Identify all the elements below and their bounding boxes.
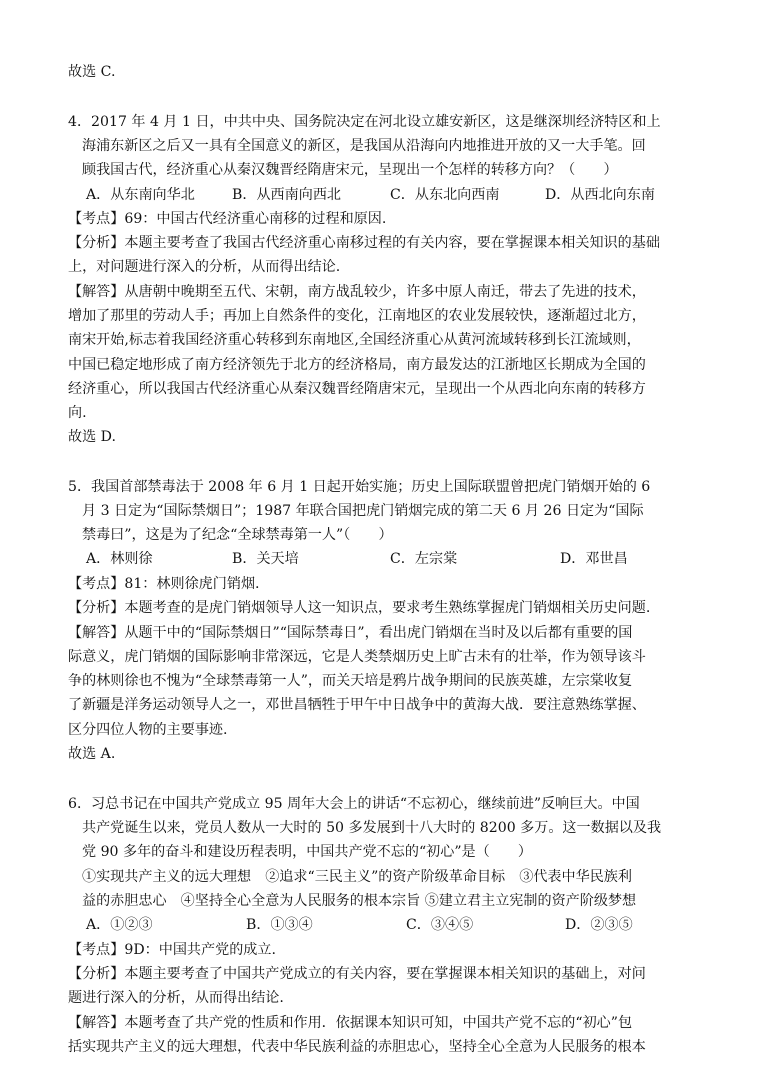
q5-option-d: D．邓世昌 xyxy=(560,551,628,567)
q4-fenxi-line: 上，对问题进行深入的分析，从而得出结论. xyxy=(68,259,341,275)
q5-jieda-line: 了新疆是洋务运动领导人之一，邓世昌牺牲于甲午中日战争中的黄海大战．要注意熟练掌握、 xyxy=(68,697,646,713)
q5-jieda-line: 际意义，虎门销烟的国际影响非常深远，它是人类禁烟历史上旷古未有的壮举，作为领导该斗 xyxy=(68,649,646,665)
q6-kaodian: 【考点】9D：中国共产党的成立. xyxy=(68,942,276,958)
q4-jieda-line: 南宋开始,标志着我国经济重心转移到东南地区,全国经济重心从黄河流域转移到长江流域则， xyxy=(68,332,641,348)
q4-jieda-line: 增加了那里的劳动人手；再加上自然条件的变化，江南地区的农业发展较快，逐渐超过北方， xyxy=(68,308,646,324)
q4-option-a: A．从东南向华北 xyxy=(86,187,195,203)
q6-fenxi-line: 题进行深入的分析，从而得出结论. xyxy=(68,990,284,1006)
q6-jieda-line: 括实现共产主义的远大理想，代表中华民族利益的赤胆忠心，坚持全心全意为人民服务的根本 xyxy=(68,1039,646,1055)
q4-option-d: D．从西北向东南 xyxy=(545,187,655,203)
q4-jieda-line: 中国已稳定地形成了南方经济领先于北方的经济格局，南方最发达的江浙地区长期成为全国的 xyxy=(68,357,646,373)
q4-jieda-line: 【解答】从唐朝中晚期至五代、宋朝，南方战乱较少，许多中原人南迁，带去了先进的技术， xyxy=(68,284,646,300)
q4-conclusion: 故选 D. xyxy=(68,429,116,445)
q5-stem-line: 5．我国首部禁毒法于 2008 年 6 月 1 日起开始实施；历史上国际联盟曾把虎门销烟开始的 6 xyxy=(68,479,651,495)
q6-item-line: 益的赤胆忠心 ④坚持全心全意为人民服务的根本宗旨 ⑤建立君主立宪制的资产阶级梦想 xyxy=(82,893,637,909)
q6-option-d: D．②③⑤ xyxy=(565,917,633,933)
q5-stem-line: 禁毒曰”，这是为了纪念“全球禁毒第一人”（ ） xyxy=(82,527,393,543)
q5-option-c: C．左宗棠 xyxy=(390,551,458,567)
q6-stem-line: 共产党诞生以来，党员人数从一大时的 50 多发展到十八大时的 8200 多万。这一数据以及我 xyxy=(82,820,662,836)
q5-jieda-line: 【解答】从题干中的“国际禁烟日”“国际禁毒日”，看出虎门销烟在当时及以后都有重要的国 xyxy=(68,625,633,641)
q6-fenxi-line: 【分析】本题主要考查了中国共产党成立的有关内容，要在掌握课本相关知识的基础上，对问 xyxy=(68,966,646,982)
q5-kaodian: 【考点】81：林则徐虎门销烟. xyxy=(68,576,260,592)
q4-stem-line: 海浦东新区之后又一具有全国意义的新区，是我国从沿海向内地推进开放的又一大手笔。回 xyxy=(82,138,646,154)
q6-option-a: A．①②③ xyxy=(86,917,153,933)
q5-stem-line: 月 3 日定为“国际禁烟日”；1987 年联合国把虎门销烟完成的第二天 6 月 26 日定为“国际 xyxy=(82,503,644,519)
q6-jieda-line: 【解答】本题考查了共产党的性质和作用．依据课本知识可知，中国共产党不忘的“初心”包 xyxy=(68,1015,633,1031)
q5-jieda-line: 区分四位人物的主要事迹. xyxy=(68,722,228,738)
q6-item-line: ①实现共产主义的远大理想 ②追求“三民主义”的资产阶级革命目标 ③代表中华民族利 xyxy=(82,869,632,885)
q5-fenxi-line: 【分析】本题考查的是虎门销烟领导人这一知识点，要求考生熟练掌握虎门销烟相关历史问题. xyxy=(68,600,651,616)
q4-jieda-line: 经济重心，所以我国古代经济重心从秦汉魏晋经隋唐宋元，呈现出一个从西北向东南的转移方 xyxy=(68,381,646,397)
q4-stem-line: 顾我国古代，经济重心从秦汉魏晋经隋唐宋元，呈现出一个怎样的转移方向？（ ） xyxy=(82,162,618,178)
q4-jieda-line: 向. xyxy=(68,405,87,421)
q6-stem-line: 6．习总书记在中国共产党成立 95 周年大会上的讲话“不忘初心，继续前进”反响巨大。中国 xyxy=(68,796,640,812)
q5-conclusion: 故选 A. xyxy=(68,746,116,762)
q5-option-a: A．林则徐 xyxy=(86,551,153,567)
q5-jieda-line: 争的林则徐也不愧为“全球禁毒第一人”，而关天培是鸦片战争期间的民族英雄，左宗棠收复 xyxy=(68,673,633,689)
q5-option-b: B．关天培 xyxy=(232,551,299,567)
q6-stem-line: 党 90 多年的奋斗和建设历程表明，中国共产党不忘的“初心”是（ ） xyxy=(82,844,533,860)
q6-option-c: C．③④⑤ xyxy=(406,917,474,933)
q4-option-b: B．从西南向西北 xyxy=(232,187,342,203)
q4-stem-line: 4．2017 年 4 月 1 日，中共中央、国务院决定在河北设立雄安新区，这是继深圳经济特区和上 xyxy=(68,114,661,130)
q4-kaodian: 【考点】69：中国古代经济重心南移的过程和原因. xyxy=(68,211,387,227)
q3-conclusion: 故选 C. xyxy=(68,64,116,80)
q4-fenxi-line: 【分析】本题主要考查了我国古代经济重心南移过程的有关内容，要在掌握课本相关知识的基础 xyxy=(68,235,660,251)
q6-option-b: B．①③④ xyxy=(246,917,313,933)
q4-option-c: C．从东北向西南 xyxy=(390,187,500,203)
